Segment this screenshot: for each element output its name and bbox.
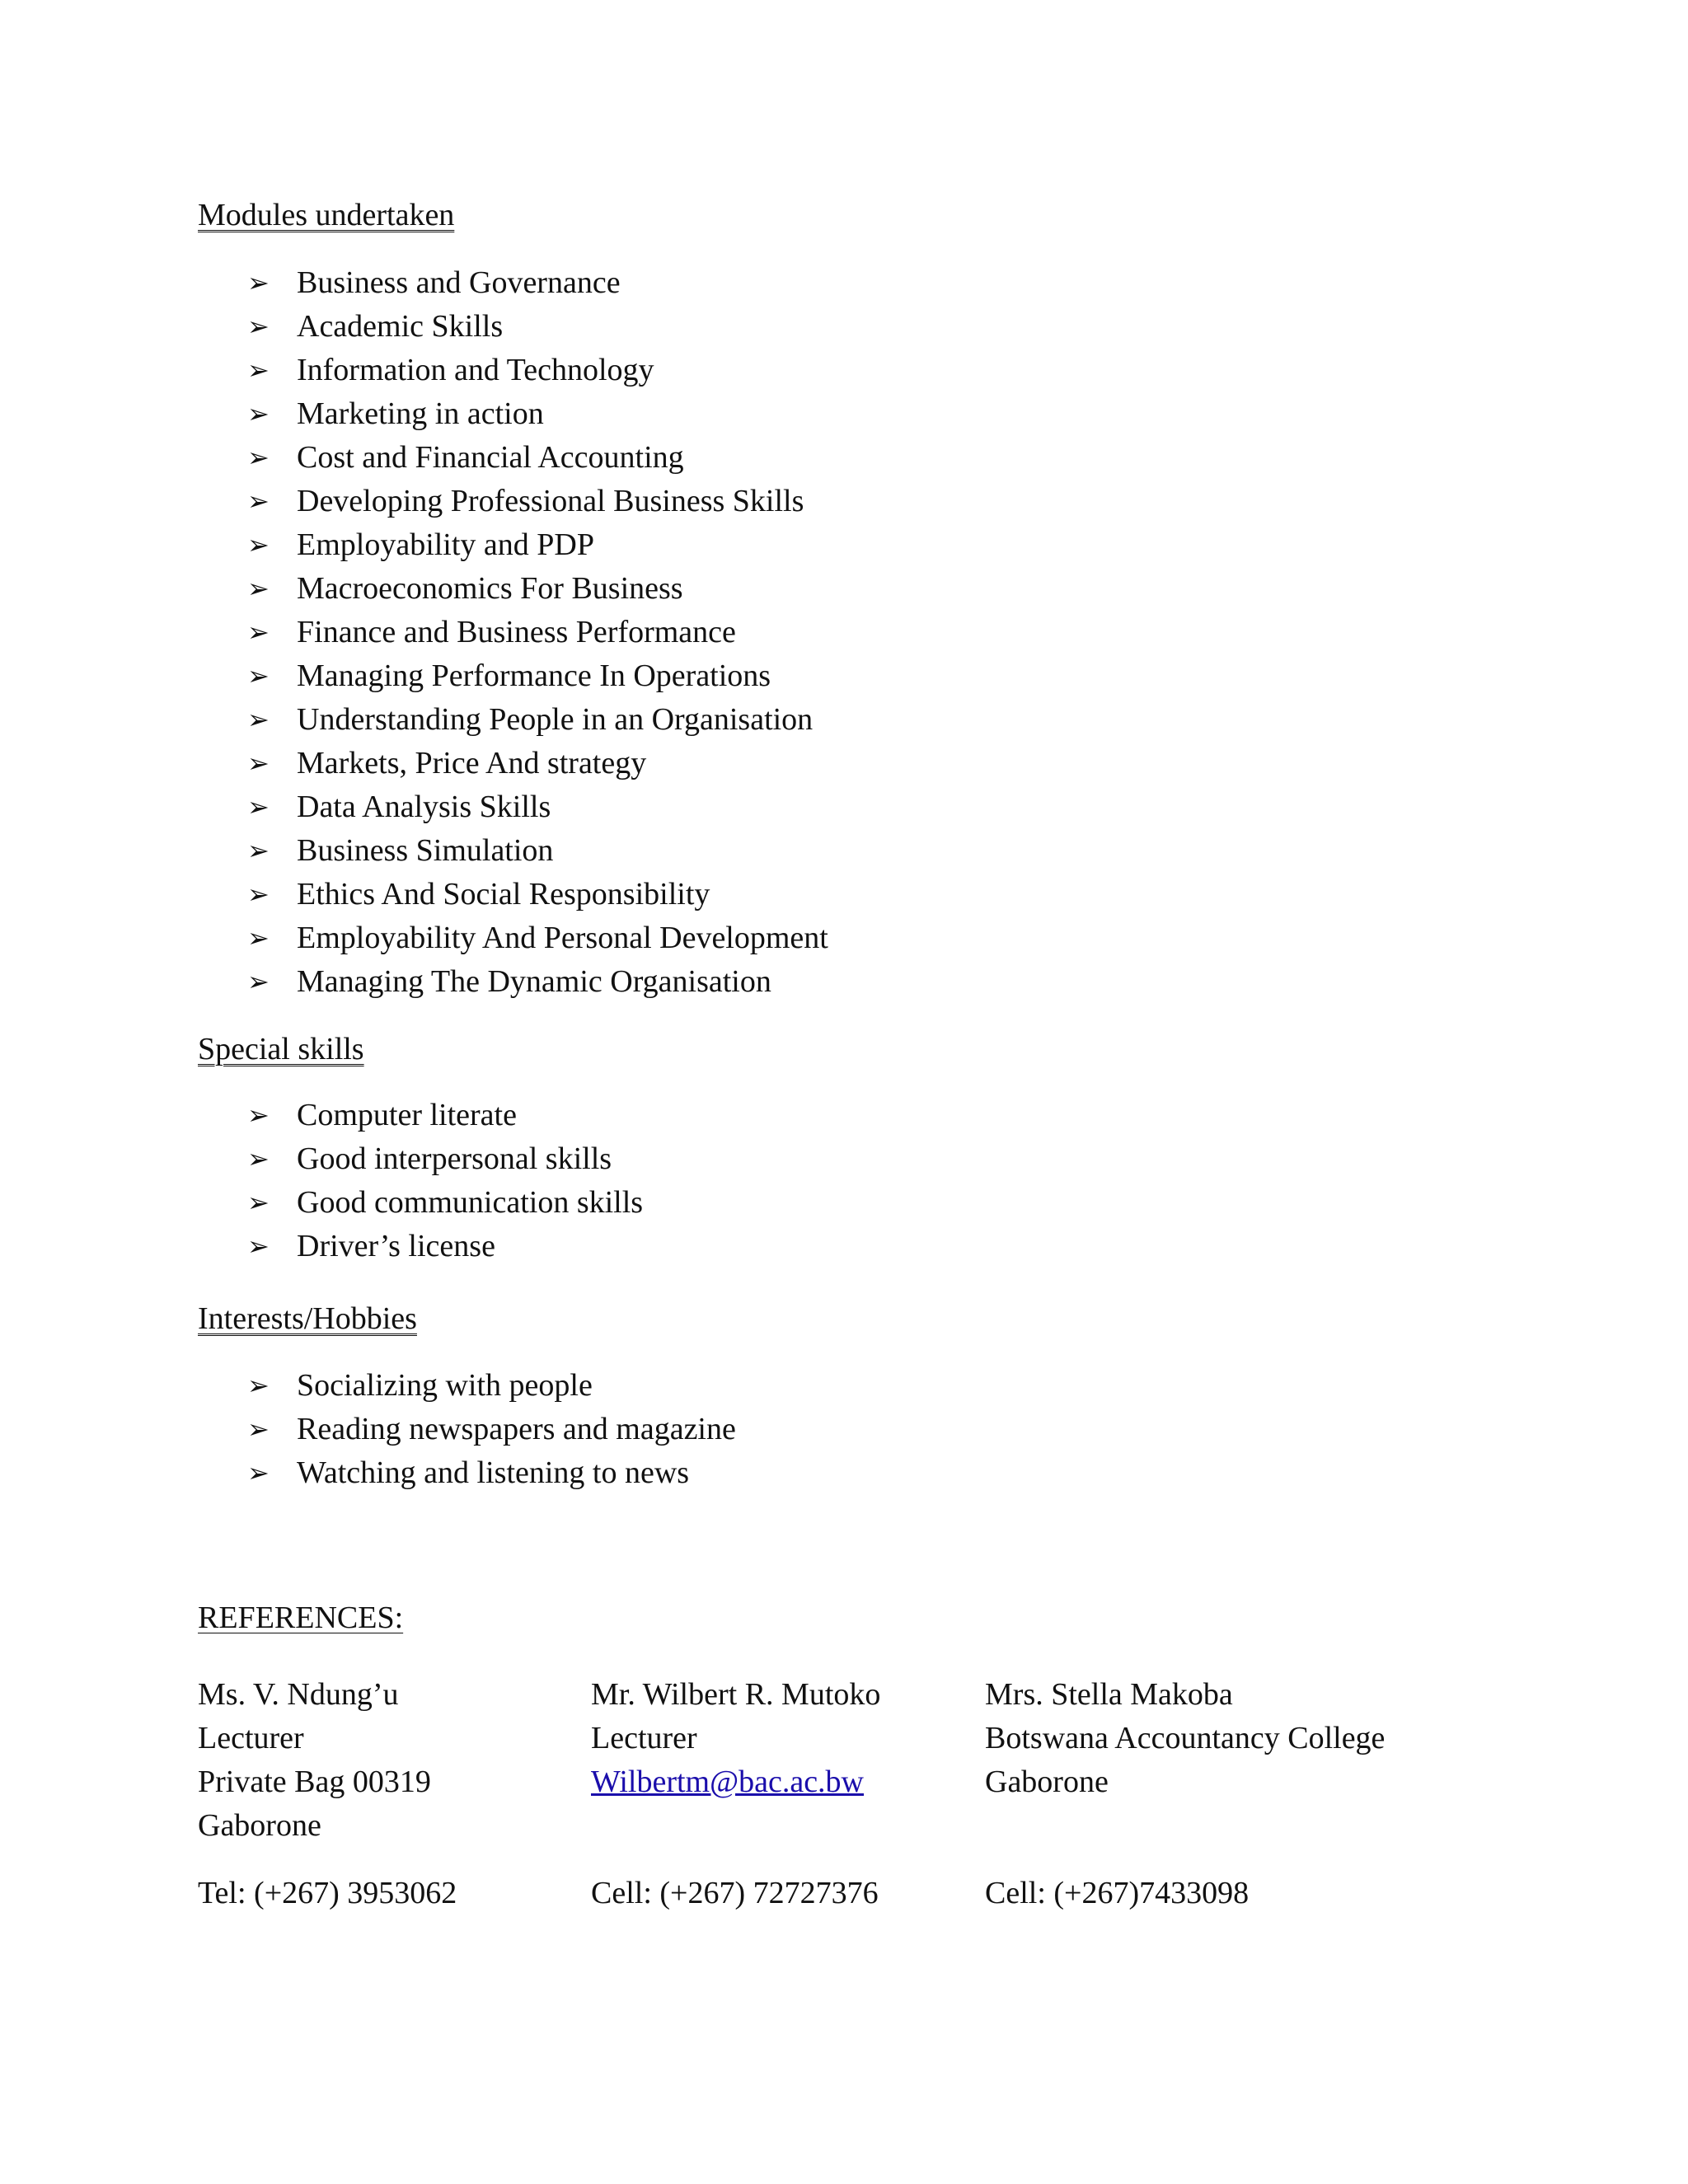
arrow-bullet-icon: ➢	[247, 616, 270, 648]
list-item: ➢ Computer literate	[247, 1098, 517, 1132]
arrow-bullet-icon: ➢	[247, 267, 270, 298]
list-item: ➢ Driver’s license	[247, 1229, 495, 1263]
interests-list	[247, 1366, 736, 1497]
special-skills-list	[247, 1096, 643, 1271]
references-heading: REFERENCES:	[198, 1601, 404, 1635]
list-item: ➢ Good interpersonal skills	[247, 1141, 612, 1176]
list-item: ➢ Developing Professional Business Skills	[247, 484, 804, 518]
reference-2	[591, 1673, 880, 1804]
reference-name: Ms. V. Ndung’u	[198, 1677, 399, 1712]
arrow-bullet-icon: ➢	[247, 1457, 270, 1488]
reference-3-phone: Cell: (+267)7433098	[985, 1876, 1250, 1910]
reference-city: Gaborone	[198, 1808, 321, 1843]
list-item: ➢ Macroeconomics For Business	[247, 571, 683, 606]
list-item: ➢ Business Simulation	[247, 833, 554, 868]
reference-title: Lecturer	[198, 1721, 304, 1755]
list-item: ➢ Marketing in action	[247, 396, 544, 431]
arrow-bullet-icon: ➢	[247, 922, 270, 954]
arrow-bullet-icon: ➢	[247, 835, 270, 866]
list-item: ➢ Managing Performance In Operations	[247, 658, 771, 693]
list-item: ➢ Business and Governance	[247, 265, 621, 300]
list-item: ➢ Data Analysis Skills	[247, 790, 551, 824]
arrow-bullet-icon: ➢	[247, 485, 270, 517]
arrow-bullet-icon: ➢	[247, 966, 270, 997]
arrow-bullet-icon: ➢	[247, 660, 270, 691]
list-item: ➢ Academic Skills	[247, 309, 504, 344]
list-item: ➢ Cost and Financial Accounting	[247, 440, 684, 475]
reference-1	[198, 1673, 431, 1848]
arrow-bullet-icon: ➢	[247, 573, 270, 604]
modules-heading: Modules undertaken	[198, 198, 455, 232]
special-skills-heading: Special skills	[198, 1032, 364, 1066]
list-item: ➢ Understanding People in an Organisation	[247, 702, 814, 737]
list-item: ➢ Markets, Price And strategy	[247, 746, 647, 780]
arrow-bullet-icon: ➢	[247, 354, 270, 386]
reference-1-phone: Tel: (+267) 3953062	[198, 1876, 457, 1910]
reference-city: Gaborone	[985, 1765, 1109, 1799]
reference-email-link[interactable]: Wilbertm@bac.ac.bw	[591, 1765, 864, 1799]
list-item: ➢ Finance and Business Performance	[247, 615, 736, 649]
arrow-bullet-icon: ➢	[247, 879, 270, 910]
arrow-bullet-icon: ➢	[247, 1413, 270, 1445]
list-item: ➢ Employability and PDP	[247, 527, 594, 562]
arrow-bullet-icon: ➢	[247, 398, 270, 429]
list-item: ➢ Information and Technology	[247, 353, 654, 387]
reference-address: Private Bag 00319	[198, 1765, 431, 1799]
list-item: ➢ Employability And Personal Development	[247, 921, 828, 955]
arrow-bullet-icon: ➢	[247, 791, 270, 823]
reference-title: Lecturer	[591, 1721, 697, 1755]
list-item: ➢ Good communication skills	[247, 1185, 644, 1220]
arrow-bullet-icon: ➢	[247, 311, 270, 342]
list-item: ➢ Watching and listening to news	[247, 1455, 690, 1490]
reference-name: Mrs. Stella Makoba	[985, 1677, 1233, 1712]
reference-title: Botswana Accountancy College	[985, 1721, 1386, 1755]
list-item: ➢ Ethics And Social Responsibility	[247, 877, 710, 912]
arrow-bullet-icon: ➢	[247, 1187, 270, 1218]
list-item: ➢ Socializing with people	[247, 1368, 593, 1403]
arrow-bullet-icon: ➢	[247, 1370, 270, 1401]
arrow-bullet-icon: ➢	[247, 1099, 270, 1131]
list-item: ➢ Managing The Dynamic Organisation	[247, 964, 771, 999]
interests-heading: Interests/Hobbies	[198, 1301, 417, 1336]
arrow-bullet-icon: ➢	[247, 748, 270, 779]
list-item: ➢ Reading newspapers and magazine	[247, 1412, 736, 1446]
arrow-bullet-icon: ➢	[247, 1230, 270, 1262]
arrow-bullet-icon: ➢	[247, 704, 270, 735]
reference-name: Mr. Wilbert R. Mutoko	[591, 1677, 881, 1712]
reference-2-phone: Cell: (+267) 72727376	[591, 1876, 879, 1910]
modules-list	[247, 264, 828, 1006]
arrow-bullet-icon: ➢	[247, 529, 270, 560]
arrow-bullet-icon: ➢	[247, 442, 270, 473]
reference-3	[985, 1673, 1385, 1804]
arrow-bullet-icon: ➢	[247, 1143, 270, 1174]
